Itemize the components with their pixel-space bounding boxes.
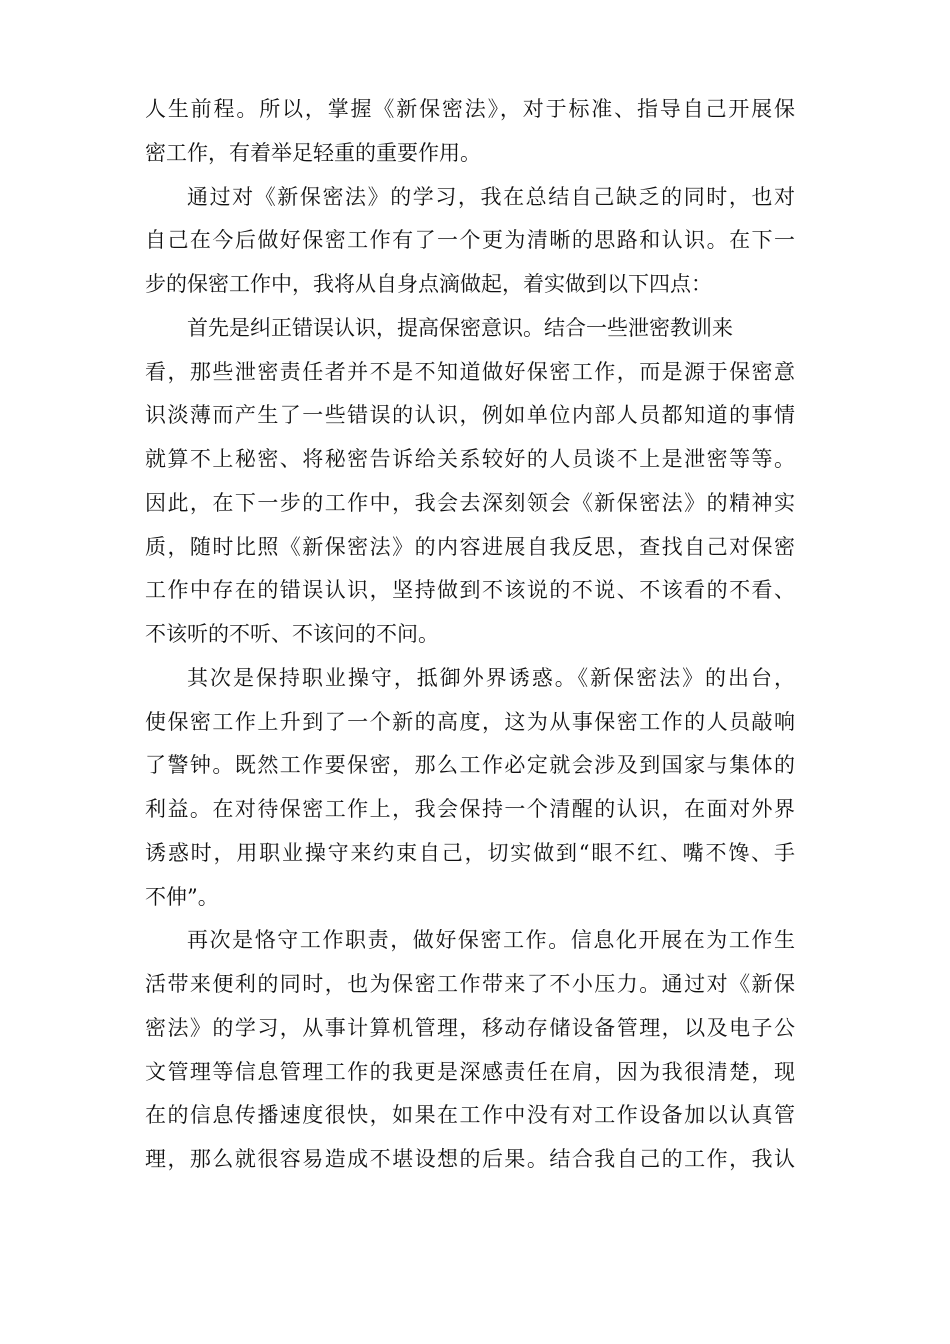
text-line: 密工作，有着举足轻重的重要作用。 <box>145 140 481 165</box>
paragraph-first-line: 通过对《新保密法》的学习，我在总结自己缺乏的同时，也对 <box>187 184 795 209</box>
paragraph-first-line: 首先是纠正错误认识，提高保密意识。结合一些泄密教训来 <box>187 315 733 340</box>
text-line: 了警钟。既然工作要保密，那么工作必定就会涉及到国家与集体的 <box>145 753 795 778</box>
text-line: 识淡薄而产生了一些错误的认识，例如单位内部人员都知道的事情 <box>145 403 795 428</box>
text-line: 自己在今后做好保密工作有了一个更为清晰的思路和认识。在下一 <box>145 228 795 253</box>
text-line: 工作中存在的错误认识，坚持做到不该说的不说、不该看的不看、 <box>145 578 795 603</box>
text-line: 诱惑时，用职业操守来约束自己，切实做到“眼不红、嘴不馋、手 <box>145 840 795 865</box>
text-line: 在的信息传播速度很快，如果在工作中没有对工作设备加以认真管 <box>145 1103 795 1128</box>
text-line: 使保密工作上升到了一个新的高度，这为从事保密工作的人员敲响 <box>145 709 795 734</box>
text-line: 质，随时比照《新保密法》的内容进展自我反思，查找自己对保密 <box>145 534 795 559</box>
paragraph-first-line: 其次是保持职业操守，抵御外界诱惑。《新保密法》的出台， <box>187 665 795 690</box>
text-line: 活带来便利的同时，也为保密工作带来了不小压力。通过对《新保 <box>145 972 795 996</box>
text-line: 看，那些泄密责任者并不是不知道做好保密工作，而是源于保密意 <box>145 359 795 384</box>
text-line: 密法》的学习，从事计算机管理，移动存储设备管理，以及电子公 <box>145 1015 795 1040</box>
paragraph-first-line: 再次是恪守工作职责，做好保密工作。信息化开展在为工作生 <box>187 928 795 953</box>
text-line: 就算不上秘密、将秘密告诉给关系较好的人员谈不上是泄密等等。 <box>145 447 795 471</box>
text-line: 人生前程。所以，掌握《新保密法》，对于标准、指导自己开展保 <box>145 97 795 121</box>
text-line: 因此，在下一步的工作中，我会去深刻领会《新保密法》的精神实 <box>145 490 795 515</box>
text-line: 利益。在对待保密工作上，我会保持一个清醒的认识，在面对外界 <box>145 797 795 821</box>
text-line: 不伸”。 <box>145 884 219 909</box>
text-line: 文管理等信息管理工作的我更是深感责任在肩，因为我很清楚，现 <box>145 1059 795 1084</box>
text-line: 不该听的不听、不该问的不问。 <box>145 622 439 646</box>
text-line: 步的保密工作中，我将从自身点滴做起，着实做到以下四点： <box>145 272 712 296</box>
text-line: 理，那么就很容易造成不堪设想的后果。结合我自己的工作，我认 <box>145 1147 795 1171</box>
document-body <box>145 88 795 1182</box>
